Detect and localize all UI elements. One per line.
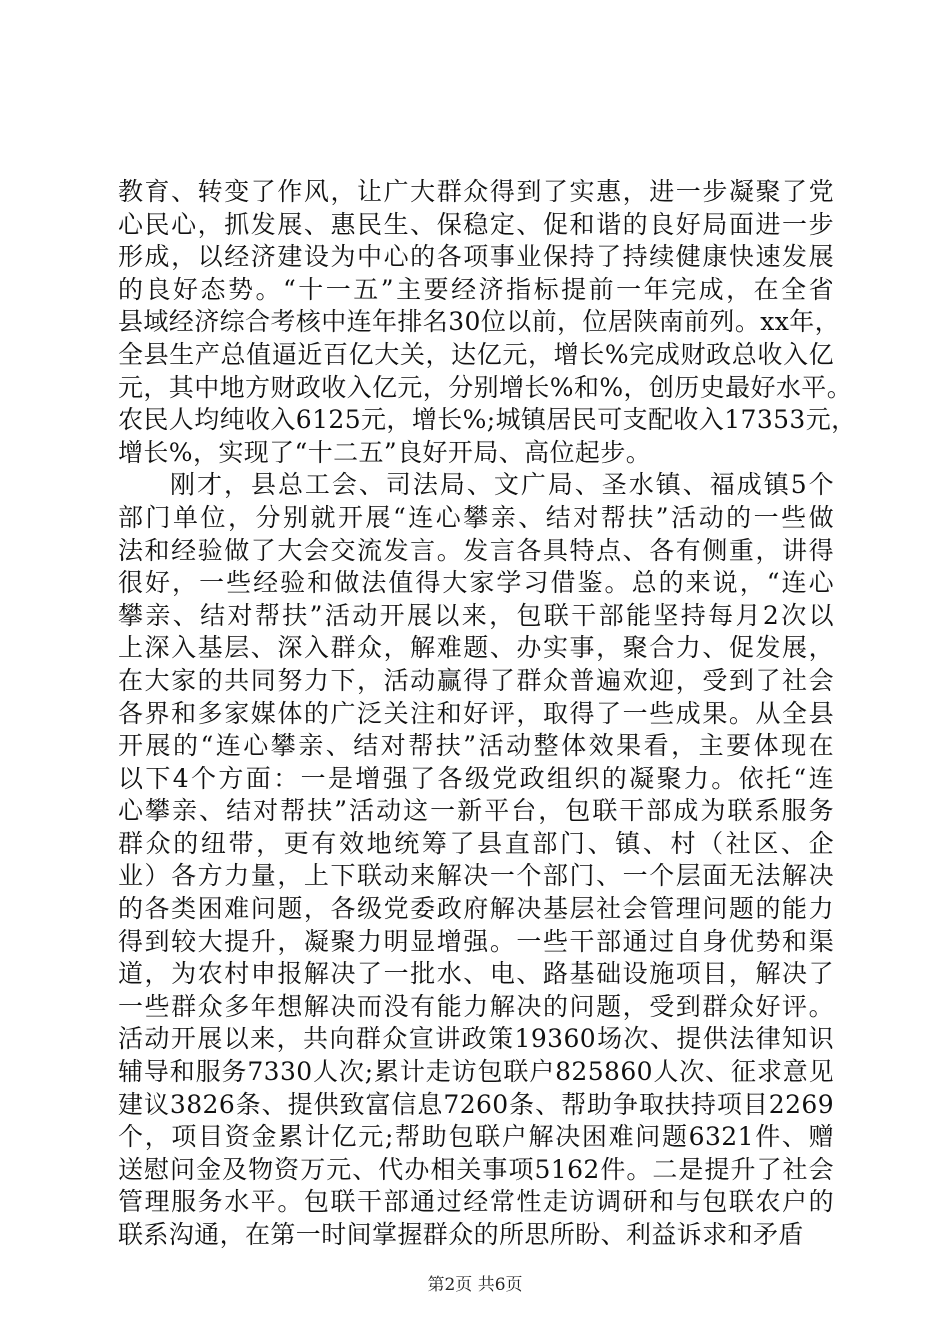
text-line: 各界和多家媒体的广泛关注和好评，取得了一些成果。从全县 [118, 698, 834, 728]
text-line: 教育、转变了作风，让广大群众得到了实惠，进一步凝聚了党 [118, 177, 834, 206]
text-line: 心民心，抓发展、惠民生、保稳定、促和谐的良好局面进一步 [118, 209, 834, 239]
text-line: 开展的“连心攀亲、结对帮扶”活动整体效果看，主要体现在 [118, 731, 834, 761]
text-line: 联系沟通，在第一时间掌握群众的所思所盼、利益诉求和矛盾 [118, 1220, 804, 1249]
text-line: 部门单位，分别就开展“连心攀亲、结对帮扶”活动的一些做 [118, 502, 834, 532]
document-body [118, 176, 857, 1252]
text-line: 送慰问金及物资万元、代办相关事项5162件。二是提升了社会 [118, 1154, 834, 1184]
text-line: 群众的纽带，更有效地统筹了县直部门、镇、村（社区、企 [118, 828, 834, 858]
text-line: 以下4个方面：一是增强了各级党政组织的凝聚力。依托“连 [118, 763, 834, 793]
text-line: 一些群众多年想解决而没有能力解决的问题，受到群众好评。 [118, 991, 834, 1021]
text-line: 很好，一些经验和做法值得大家学习借鉴。总的来说，“连心 [118, 568, 834, 598]
text-line: 攀亲、结对帮扶”活动开展以来，包联干部能坚持每月2次以 [118, 600, 834, 630]
text-line: 增长%，实现了“十二五”良好开局、高位起步。 [118, 437, 652, 467]
paragraph [118, 176, 857, 469]
text-line: 得到较大提升，凝聚力明显增强。一些干部通过自身优势和渠 [118, 926, 834, 956]
text-line: 的良好态势。“十一五”主要经济指标提前一年完成，在全省 [118, 274, 834, 304]
text-line: 心攀亲、结对帮扶”活动这一新平台，包联干部成为联系服务 [118, 796, 834, 826]
paragraph [118, 469, 834, 1251]
text-line: 道，为农村申报解决了一批水、电、路基础设施项目，解决了 [118, 959, 834, 989]
text-line: 管理服务水平。包联干部通过经常性走访调研和与包联农户的 [118, 1187, 834, 1217]
text-line: 全县生产总值逼近百亿大关，达亿元，增长%完成财政总收入亿 [118, 339, 834, 369]
text-line: 刚才，县总工会、司法局、文广局、圣水镇、福成镇5个 [170, 470, 834, 500]
page-footer: 第2页 共6页 [427, 1275, 523, 1295]
text-line: 法和经验做了大会交流发言。发言各具特点、各有侧重，讲得 [118, 535, 834, 565]
text-line: 建议3826条、提供致富信息7260条、帮助争取扶持项目2269 [118, 1089, 834, 1119]
text-line: 上深入基层、深入群众，解难题、办实事，聚合力、促发展， [118, 633, 834, 663]
text-line: 业）各方力量，上下联动来解决一个部门、一个层面无法解决 [118, 861, 834, 891]
text-line: 个，项目资金累计亿元;帮助包联户解决困难问题6321件、赠 [118, 1122, 834, 1152]
text-line: 形成，以经济建设为中心的各项事业保持了持续健康快速发展 [118, 242, 834, 272]
text-line: 农民人均纯收入6125元，增长%;城镇居民可支配收入17353元， [118, 405, 857, 435]
text-line: 活动开展以来，共向群众宣讲政策19360场次、提供法律知识 [118, 1024, 834, 1054]
text-line: 县域经济综合考核中连年排名30位以前，位居陕南前列。xx年， [118, 307, 841, 337]
text-line: 元，其中地方财政收入亿元，分别增长%和%，创历史最好水平。 [118, 372, 853, 402]
text-line: 辅导和服务7330人次;累计走访包联户825860人次、征求意见 [118, 1057, 834, 1087]
text-line: 在大家的共同努力下，活动赢得了群众普遍欢迎，受到了社会 [118, 665, 834, 695]
text-line: 的各类困难问题，各级党委政府解决基层社会管理问题的能力 [118, 894, 834, 924]
